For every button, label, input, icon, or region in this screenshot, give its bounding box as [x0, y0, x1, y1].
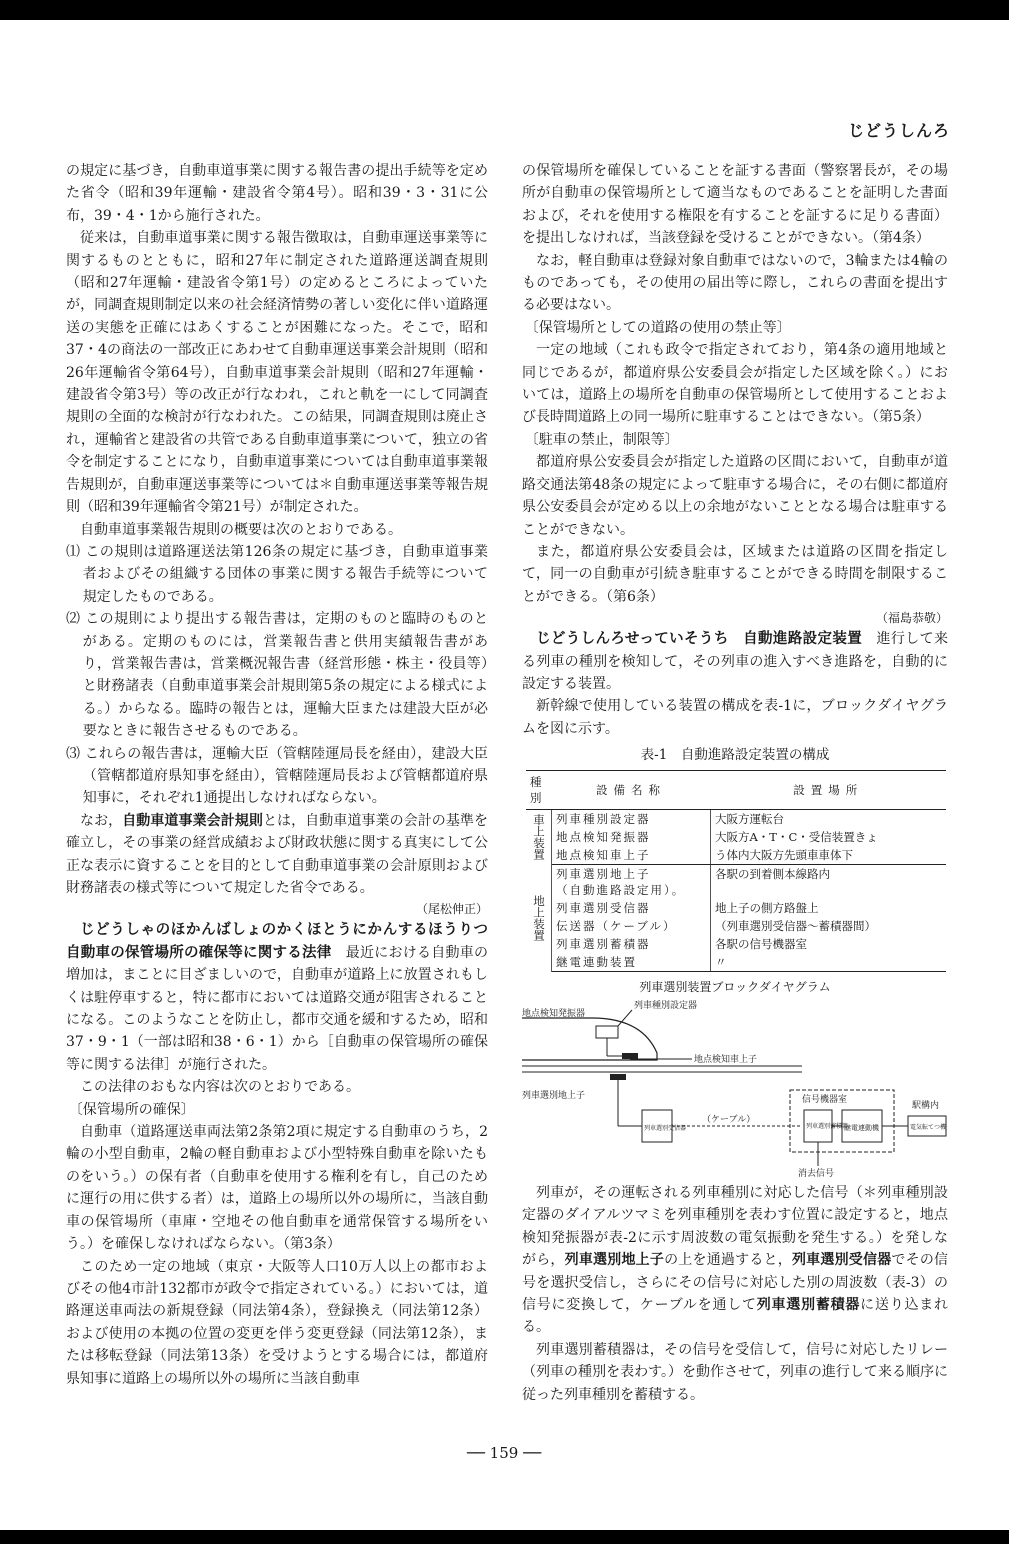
diagram-label: 列車種別設定器 — [634, 1000, 698, 1011]
entry-heading: 自動車の保管場所の確保等に関する法律 — [66, 944, 332, 961]
table-row — [526, 846, 946, 865]
table-cell: 地点検知発振器 — [552, 828, 711, 846]
table-cell: 〃 — [711, 953, 947, 972]
paragraph: の規定に基づき，自動車道事業に関する報告書の提出手続等を定めた省令（昭和39年運輸・建設省令第4号）。昭和39・3・31に公布，39・4・1から施行された。 — [66, 163, 488, 224]
table-kind-cell: 車上装置 — [526, 809, 552, 864]
diagram-label: 駅構内 — [912, 1100, 940, 1111]
text-run: でその信号を選択受信し，さらにその信号に対応した別の周波数（表-3）の信号に変換して，ケーブルを通して — [522, 1252, 949, 1313]
list-item: ⑴ この規則は道路運送法第126条の規定に基づき，自動車道事業者およびその組織する団体の事業に関する報告手続等について規定したものである。 — [66, 543, 488, 605]
diagram-label: 地点検知発振器 — [522, 1008, 586, 1019]
paragraph: この法律のおもな内容は次のとおりである。 — [80, 1079, 360, 1096]
table-cell: 継電連動装置 — [552, 953, 711, 972]
author-signature: （福島恭敬） — [875, 611, 948, 626]
top-border-bar — [0, 0, 1009, 20]
paragraph: 新幹線で使用している装置の構成を表-1に，ブロックダイヤグラムを図に示す。 — [522, 698, 948, 737]
text-run: 列車が，その運転される列車種別に対応した信号（＊列車種別設定器のダイアルツマミを列車種別を表わす位置に設定すると，地点検知発振器が表-2に示す周波数の電気振動を発生する。）を発しながら， — [522, 1184, 948, 1269]
table-caption: 表-1 自動進路設定装置の構成 — [640, 747, 830, 764]
paragraph: 自動車（道路運送車両法第2条第2項に規定する自動車のうち，2輪の小型自動車，2輪の軽自動車および小型特殊自動車を除いたものをいう。）の保有者（自動車を使用する権利を有し，自己のために運行の用に供する者）は，道路上の場所以外の場所に，当該自動車の保管場所（車庫・空地その他自動車を通常保管する場所をいう。）を確保しなければならない。（第3条） — [66, 1124, 488, 1253]
paragraph — [66, 810, 488, 900]
table-cell: （列車選別受信器～蓄積器間） — [715, 918, 876, 933]
author-signature: （尾松伸正） — [415, 902, 488, 917]
table-header-row — [526, 770, 946, 809]
table-row — [526, 917, 946, 935]
diagram-label: 継電連動機 — [844, 1123, 879, 1132]
text-run: 進行して来る列車の種別を検知して，その列車の進入すべき進路を，自動的に設定する装置。 — [522, 631, 949, 692]
right-column — [522, 160, 948, 1406]
bold-term: 列車選別地上子 — [564, 1252, 665, 1269]
entry-paragraph — [522, 628, 948, 695]
paragraph: 一定の地域（これも政令で指定されており，第4条の適用地域と同じであるが，都道府県公安委員会が指定した区域を除く。）においては，道路上の場所を自動車の保管場所として使用することおよび長時間道路上の同一場所に駐車することはできない。（第5条） — [522, 342, 948, 426]
diagram-label: 消去信号 — [798, 1168, 835, 1178]
table-cell: 地上子の側方路盤上 — [715, 900, 819, 915]
entry-title: じどうしゃのほかんばしょのかくほとうにかんするほうりつ — [80, 922, 488, 939]
block-diagram — [522, 998, 948, 1178]
text-run: の上を通過すると， — [664, 1252, 792, 1269]
diagram-label: 列車選別受信器 — [644, 1124, 687, 1132]
text-run: なお， — [80, 812, 123, 829]
table-cell: 大阪方運転台 — [715, 811, 784, 826]
paragraph: 自動車道事業報告規則の概要は次のとおりである。 — [80, 521, 402, 538]
oscillator-box — [596, 1026, 618, 1038]
car-coil-box — [622, 1053, 638, 1059]
entry-heading: 自動進路設定装置 — [743, 631, 863, 648]
table-kind-cell: 地上装置 — [526, 864, 552, 971]
bottom-border-bar — [0, 1530, 1009, 1544]
diagram-label: 列車選別蓄積器 — [806, 1122, 849, 1130]
table-header-cell: 種別 — [526, 770, 552, 809]
table-cell: 列車選別蓄積器 — [552, 935, 711, 953]
paragraph — [522, 1182, 948, 1339]
table-row — [526, 899, 946, 917]
paragraph: の保管場所を確保していることを証する書面（警察署長が，その場所が自動車の保管場所として適当なものであることを証明した書面および，それを使用する権限を有することを証するに足りる書面）を提出しなければ，当該登録を受けることができない。（第4条） — [522, 163, 948, 247]
entry-title: じどうしんろせっていそうち — [536, 631, 729, 648]
table-cell: 列車種別設定器 — [552, 809, 711, 828]
diagram-caption: 列車選別装置ブロックダイヤグラム — [639, 979, 831, 994]
table-header-cell: 設置場所 — [711, 770, 947, 809]
device-table — [526, 770, 946, 972]
table-cell: 各駅の信号機器室 — [715, 936, 807, 951]
list-item: ⑶ これらの報告書は，運輸大臣（管轄陸運局長を経由），建設大臣（管轄都道府県知事を経由），管轄陸運局長および管轄都道府県知事に，それぞれ1通提出しなければならない。 — [66, 745, 488, 807]
ground-coil-box — [610, 1074, 626, 1080]
bold-term: 列車選別蓄積器 — [756, 1297, 861, 1313]
table-row — [526, 809, 946, 828]
subheading: 〔保管場所としての道路の使用の禁止等〕 — [524, 319, 791, 336]
text-run: 最近における自動車の増加は，まことに目ざましいので，自動車が道路上に放置されもしくは駐停車すると，特に都市においては道路交通が阻害されることになる。このようなことを防止し，都市交通を緩和するため，昭和37・9・1（一部は昭和38・6・1）から［自動車の保管場所の確保等に関する法律］が施行された。 — [66, 944, 488, 1073]
table-row — [526, 935, 946, 953]
diagram-label: 地点検知車上子 — [694, 1054, 758, 1065]
table-cell: 列車選別受信器 — [552, 899, 711, 917]
paragraph: また，都道府県公安委員会は，区域または道路の区間を指定して，同一の自動車が引続き駐車することができる時間を制限することができる。（第6条） — [522, 543, 948, 605]
paragraph: このため一定の地域（東京・大阪等人口10万人以上の都市およびその他4市計132都市が政令で指定されている。）においては，道路運送車両法の新規登録（同法第4条），登録換え（同法第12条）および使用の本拠の位置の変更を伴う変更登録（同法第12条），または移転登録（同法第13条）を受けようとする場合には，都道府県知事に道路上の場所以外の場所に当該自動車 — [66, 1258, 488, 1387]
table-cell: 各駅の到着側本線路内 — [715, 866, 830, 881]
entry-paragraph — [66, 919, 488, 1076]
table-cell: う体内大阪方先頭車車体下 — [711, 846, 947, 865]
table-cell: 伝送器（ケーブル） — [552, 917, 711, 935]
paragraph: 従来は，自動車道事業に関する報告徴取は，自動車運送事業等に関するものとともに，昭和27年に制定された道路運送調査規則（昭和27年運輸・建設省令第1号）の定めるところによっていたが，同調査規則制定以来の社会経済情勢の著しい変化に伴い道路運送の実態を正確にはあくすることが困難になった。そこで，昭和37・4の商法の一部改正にあわせて自動車運送事業会計規則（昭和26年運輸省令第64号），自動車道事業会計規則（昭和27年運輸・建設省令第3号）等の改正が行なわれ，これと軌を一にして同調査規則の全面的な検討が行なわれた。この結果，同調査規則は廃止され，運輸省と建設省の共管である自動車道事業について，独立の省令を制定することになり，自動車道事業については自動車道事業報告規則が，自動車運送事業等については＊自動車運送事業等報告規則（昭和39年運輸省令第21号）が制定された。 — [66, 230, 488, 516]
diagram-label: 信号機器室 — [802, 1094, 848, 1105]
running-head: じどうしんろ — [847, 121, 950, 140]
text-run: とは，自動車道事業の会計の基準を確立し，その事業の経営成績および財政状態に関する真実にして公正な表示に資することを目的として自動車道事業の会計原則および財務諸表の様式等について規定した省令である。 — [66, 812, 489, 896]
table-cell: 地点検知車上子 — [552, 846, 711, 865]
table-row — [526, 953, 946, 972]
paragraph: 列車選別蓄積器は，その信号を受信して，信号に対応したリレー（列車の種別を表わす。）を動作させて，列車の進行して来る順序に従った列車種別を蓄積する。 — [522, 1341, 948, 1403]
paragraph: なお，軽自動車は登録対象自動車ではないので，3輪または4輪のものであっても，その使用の届出等に際し，これらの書面を提出する必要はない。 — [522, 252, 948, 314]
table-row — [526, 828, 946, 846]
table-cell: 大阪方A・T・C・受信装置きょ — [715, 829, 878, 844]
diagram-label: （ケーブル） — [702, 1114, 756, 1125]
subheading: 〔保管場所の確保〕 — [68, 1101, 195, 1118]
left-column — [66, 160, 488, 1390]
subheading: 〔駐車の禁止，制限等〕 — [524, 431, 679, 448]
table-cell: 列車選別地上子 （自動進路設定用）。 — [552, 864, 711, 899]
paragraph: 都道府県公安委員会が指定した道路の区間において，自動車が道路交通法第48条の規定によって駐車する場合に，その右側に都道府県公安委員会が定める以上の余地がないこととなる場合は駐車することができない。 — [522, 454, 948, 538]
text-run: に送り込まれる。 — [522, 1297, 949, 1336]
page-number: ── 159 ── — [466, 1444, 542, 1462]
table-row — [526, 864, 946, 899]
diagram-label: 列車選別地上子 — [522, 1090, 586, 1101]
bold-term: 自動車道事業会計規則 — [122, 812, 263, 829]
bold-term: 列車選別受信器 — [791, 1252, 892, 1269]
diagram-label: 電気転てつ機 — [910, 1123, 947, 1131]
table-header-cell: 設備名称 — [552, 770, 711, 809]
list-item: ⑵ この規則により提出する報告書は，定期のものと臨時のものとがある。定期のものには，営業報告書と供用実績報告書があり，営業報告書は，営業概況報告書（経営形態・株主・役員等）と財務諸表（自動車道事業会計規則第5条の規定による様式による。）からなる。臨時の報告とは，運輸大臣または建設大臣が必要なときに報告させるものである。 — [66, 611, 488, 740]
